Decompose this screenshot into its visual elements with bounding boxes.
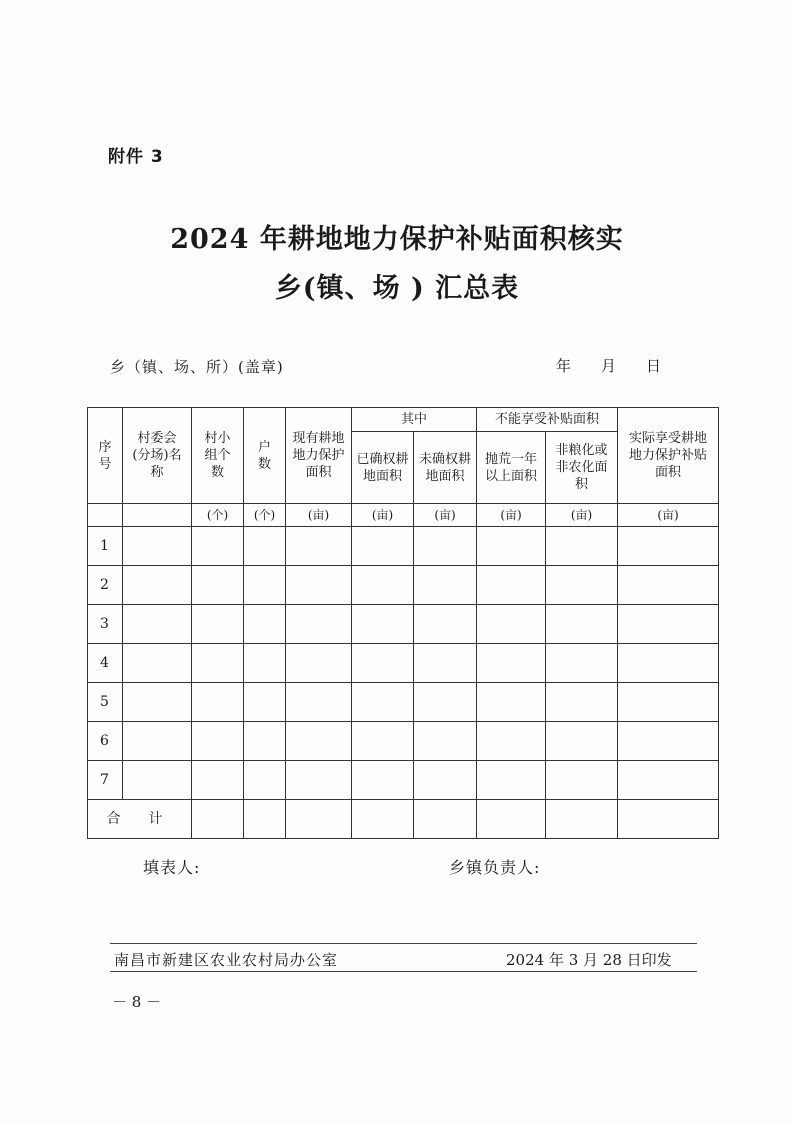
day-label: 日 <box>646 357 662 375</box>
unit-households: (个) <box>244 504 286 527</box>
table-row: 2 <box>88 566 719 605</box>
unit-seal-label: 乡（镇、场、所）(盖章) <box>110 358 284 376</box>
attachment-label: 附件 3 <box>108 147 164 167</box>
date-labels <box>556 355 691 376</box>
footer-top-rule <box>110 943 697 944</box>
table-row: 7 <box>88 761 719 800</box>
header-ineligible: 不能享受补贴面积 <box>477 408 618 432</box>
summary-table <box>87 407 719 839</box>
table-row: 3 <box>88 605 719 644</box>
month-label: 月 <box>601 357 617 375</box>
township-head-label: 乡镇负责人: <box>449 858 541 877</box>
table-row: 5 <box>88 683 719 722</box>
footer-org: 南昌市新建区农业农村局办公室 <box>114 951 339 969</box>
title-line-1: 2024 年耕地地力保护补贴面积核实 <box>170 224 624 255</box>
total-row <box>88 800 719 839</box>
table-row: 6 <box>88 722 719 761</box>
unit-abandoned: (亩) <box>477 504 546 527</box>
header-actual: 实际享受耕地地力保护补贴面积 <box>618 408 719 504</box>
header-households: 户数 <box>244 408 286 504</box>
header-abandoned: 抛荒一年以上面积 <box>477 432 546 504</box>
header-seq: 序号 <box>88 408 123 504</box>
year-label: 年 <box>556 357 572 375</box>
table-row: 1 <box>88 527 719 566</box>
header-among: 其中 <box>352 408 477 432</box>
header-unconfirmed: 未确权耕地面积 <box>414 432 477 504</box>
title-line-2: 乡(镇、场 ) 汇总表 <box>274 273 520 304</box>
unit-actual: (亩) <box>618 504 719 527</box>
table-row: 4 <box>88 644 719 683</box>
header-village: 村委会(分场)名称 <box>123 408 192 504</box>
unit-nongrain: (亩) <box>546 504 618 527</box>
unit-groups: (个) <box>192 504 244 527</box>
unit-confirmed: (亩) <box>352 504 414 527</box>
header-nongrain: 非粮化或非农化面积 <box>546 432 618 504</box>
header-groups: 村小组个数 <box>192 408 244 504</box>
footer-bottom-rule <box>110 971 697 972</box>
footer-date: 2024 年 3 月 28 日印发 <box>506 951 672 969</box>
filler-label: 填表人: <box>143 858 201 877</box>
header-existing: 现有耕地地力保护面积 <box>286 408 352 504</box>
header-confirmed: 已确权耕地面积 <box>352 432 414 504</box>
unit-unconfirmed: (亩) <box>414 504 477 527</box>
page-number: － 8 － <box>112 993 162 1011</box>
total-label: 合计 <box>88 800 192 839</box>
unit-existing: (亩) <box>286 504 352 527</box>
